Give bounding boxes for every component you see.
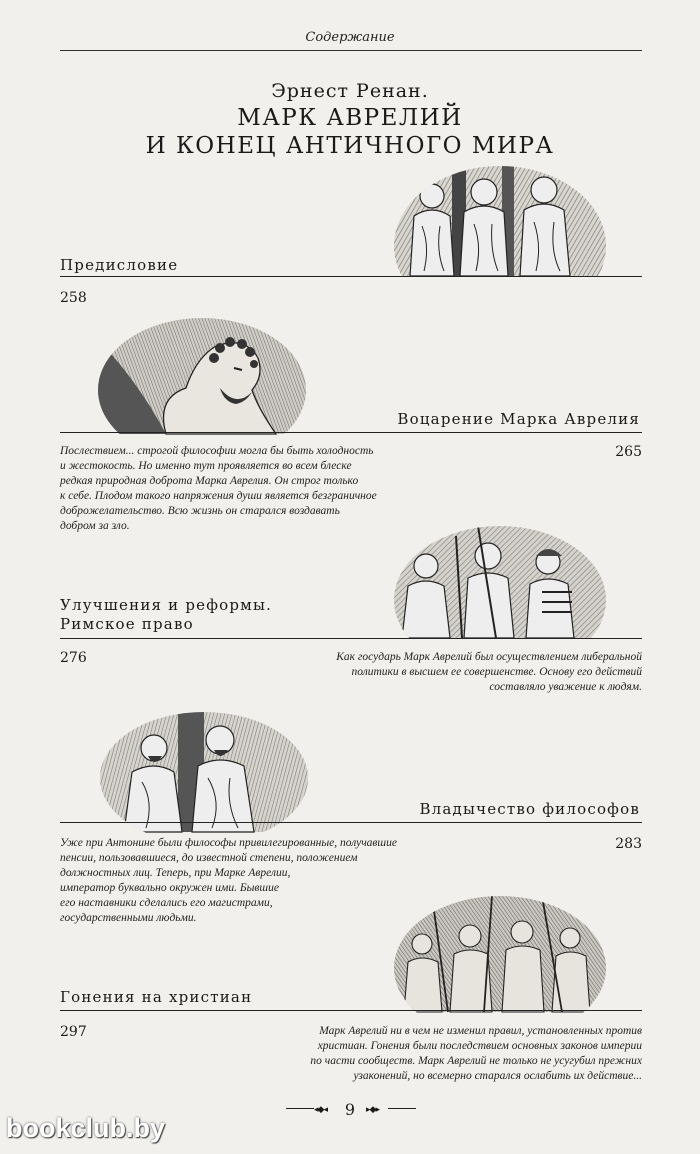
running-head: Содержание — [305, 30, 395, 45]
excerpt-line: и жестокость. Но именно тут проявляется во всем блеске — [60, 460, 352, 472]
engraving-soldiers — [392, 526, 608, 638]
chapter-excerpt-philosophers — [60, 836, 420, 926]
engraving-battle — [392, 896, 608, 1012]
chapter-title-line-1: Улучшения и реформы. — [60, 596, 273, 614]
chapter-title-persecution: Гонения на христиан — [60, 988, 253, 1006]
chapter-rule-persecution — [60, 1010, 642, 1011]
excerpt-line: пенсии, пользовавшиеся, до известной степени, положением — [60, 852, 358, 864]
chapter-page-reforms: 276 — [60, 650, 87, 666]
folio-ornament-right: ▸◆▸ — [366, 1105, 379, 1115]
excerpt-line: Марк Аврелий ни в чем не изменил правил, установленных против — [319, 1025, 642, 1037]
book-title-line-1: МАРК АВРЕЛИЙ — [237, 105, 463, 131]
chapter-excerpt-accession — [60, 444, 420, 534]
chapter-title-philosophers: Владычество философов — [419, 800, 640, 818]
folio-ornament-left: ◂◆◂ — [314, 1105, 327, 1115]
chapter-title-preface: Предисловие — [60, 256, 179, 274]
book-author: Эрнест Ренан. — [271, 80, 429, 102]
chapter-rule-accession — [60, 432, 642, 433]
watermark: bookclub.by — [6, 1113, 166, 1143]
chapter-rule-philosophers — [60, 822, 642, 823]
excerpt-line: добром за зло. — [60, 520, 130, 532]
chapter-page-accession: 265 — [615, 444, 642, 460]
excerpt-line: к себе. Плодом такого напряжения души является безграничное — [60, 490, 377, 502]
chapter-title-reforms — [60, 596, 272, 634]
excerpt-line: политики в высшем ее совершенстве. Основу его действий — [351, 666, 642, 678]
excerpt-line: составляло уважение к людям. — [489, 681, 642, 693]
chapter-excerpt-reforms — [280, 650, 642, 695]
excerpt-line: доброжелательство. Всю жизнь он старался воздавать — [60, 505, 340, 517]
excerpt-line: по части сообществ. Марк Аврелий не только не усугубил прежних — [310, 1055, 642, 1067]
excerpt-line: государственными людьми. — [60, 912, 197, 924]
excerpt-line: должностных лиц. Теперь, при Марке Аврелии, — [60, 867, 291, 879]
book-title — [0, 104, 700, 160]
book-title-line-2: И КОНЕЦ АНТИЧНОГО МИРА — [145, 133, 555, 159]
excerpt-line: Уже при Антонине были философы привилегированные, получавшие — [60, 837, 397, 849]
chapter-rule-reforms — [60, 638, 642, 639]
excerpt-line: Послествием... строгой философии могла бы быть холодность — [60, 445, 374, 457]
chapter-page-preface: 258 — [60, 290, 87, 306]
excerpt-line: редкая природная доброта Марка Аврелия. Он строг только — [60, 475, 359, 487]
page-number: 9 — [344, 1100, 356, 1119]
chapter-page-persecution: 297 — [60, 1024, 87, 1040]
excerpt-line: узаконений, но всемерно старался ослабить их действие... — [353, 1070, 642, 1082]
excerpt-line: его наставники сделались его магистрами, — [60, 897, 273, 909]
excerpt-line: Как государь Марк Аврелий был осуществлением либеральной — [336, 651, 642, 663]
engraving-three-figures — [392, 166, 608, 276]
excerpt-line: император буквально окружен ими. Бывшие — [60, 882, 279, 894]
chapter-page-philosophers: 283 — [615, 836, 642, 852]
chapter-title-line-2: Римское право — [60, 615, 194, 633]
chapter-rule-preface — [60, 276, 642, 277]
header-rule — [60, 50, 642, 51]
chapter-excerpt-persecution — [230, 1024, 642, 1084]
folio-line-right — [388, 1108, 416, 1109]
excerpt-line: христиан. Гонения были последствием основных законов империи — [317, 1040, 642, 1052]
chapter-title-accession: Воцарение Марка Аврелия — [397, 410, 640, 428]
